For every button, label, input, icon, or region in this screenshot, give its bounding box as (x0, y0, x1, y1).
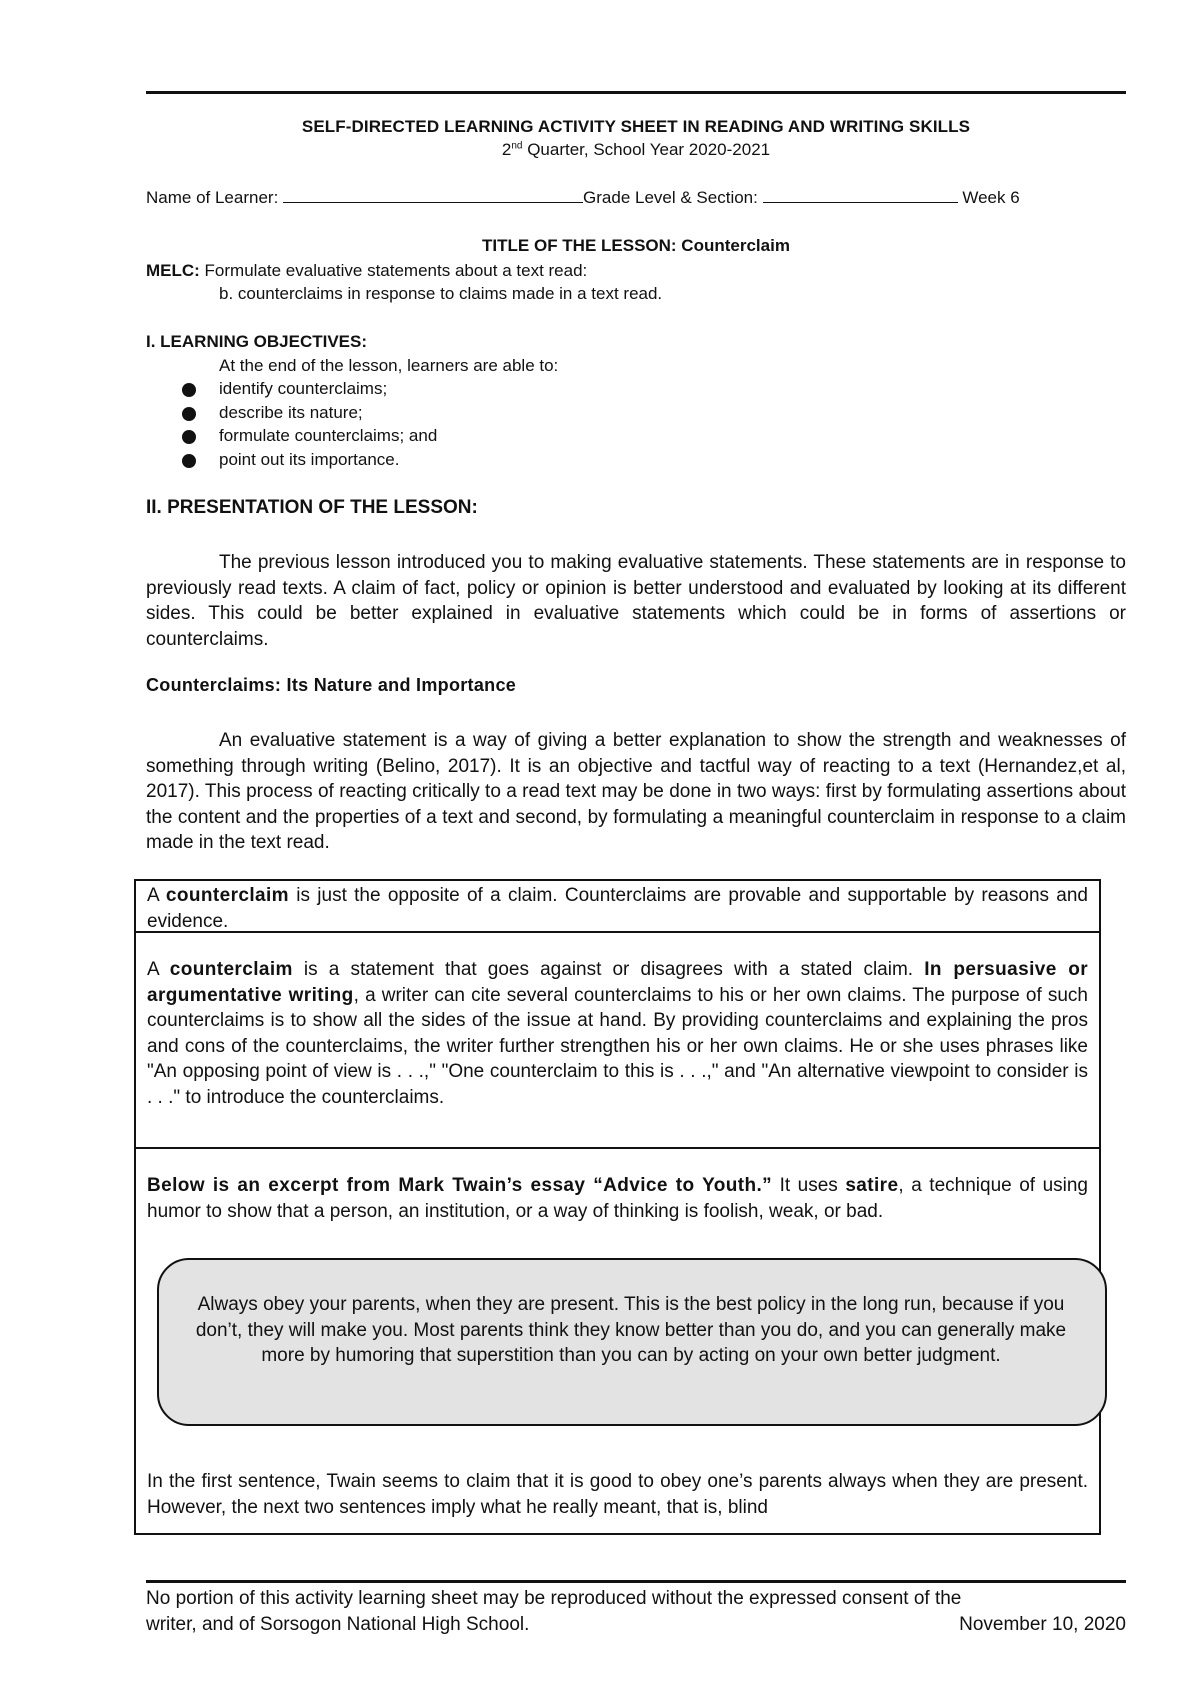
writing-type-bold: In persuasive or argumentative writing (147, 959, 1089, 1006)
explanation-text: A counterclaim is a statement that goes against or disagrees with a stated claim. In persuasive or argumentative writing, a writer can cite several counterclaims to his or her own claims. The purpose of such counterclaims is to show all the sides of the issue at hand. By providing counterclaims and explaining the pros and cons of the counterclaims, the writer further strengthen his or her own claims. He or she uses phrases like "An opposing point of view is . . .," "One counterclaim to this is . . .," and "An alternative viewpoint to consider is . . ." to introduce the counterclaims. (147, 959, 1089, 1108)
excerpt-intro: Below is an excerpt from Mark Twain’s essay “Advice to Youth.” It uses satire, a technique of using humor to show that a person, an institution, or a way of thinking is foolish, weak, or bad. (147, 1175, 1088, 1222)
subheading: Counterclaims: Its Nature and Importance (146, 675, 517, 695)
grade-label: Grade Level & Section: (583, 188, 758, 207)
objective-text: identify counterclaims; (219, 379, 388, 398)
definition-box (134, 879, 1101, 931)
objective-text: describe its nature; (219, 402, 363, 422)
learner-info-line (146, 186, 1126, 208)
evaluative-paragraph (146, 728, 1126, 856)
name-label: Name of Learner: (146, 188, 279, 207)
footer-line1: No portion of this activity learning sheet may be reproduced without the expressed consent of the (146, 1588, 962, 1609)
analysis-text: In the first sentence, Twain seems to claim that it is good to obey one’s parents always when they are present. However, the next two sentences imply what he really meant, that is, blind (147, 1471, 1088, 1518)
footer-line2: writer, and of Sorsogon National High School. (146, 1614, 530, 1635)
bullet-icon (182, 407, 196, 421)
twain-quote: Always obey your parents, when they are present. This is the best policy in the long run, because if you don’t, they will make you. Most parents think they know better than you do, and you can generally make more by humoring that superstition than you can by acting on your own better judgment. (195, 1294, 1067, 1366)
excerpt-title-bold: Below is an excerpt from Mark Twain’s essay “Advice to Youth.” (147, 1175, 773, 1196)
bullet-icon (182, 430, 196, 444)
footer-rule (146, 1580, 1126, 1583)
melc-label: MELC: (146, 261, 200, 280)
melc-block (146, 259, 1126, 305)
explanation-box (134, 931, 1101, 1147)
twain-quote-box (157, 1258, 1107, 1426)
presentation-heading: II. PRESENTATION OF THE LESSON: (146, 497, 478, 518)
term-bold: counterclaim (169, 959, 293, 980)
definition-text: A counterclaim is just the opposite of a claim. Counterclaims are provable and supportable by reasons and evidence. (147, 885, 1088, 932)
objective-item (146, 424, 1126, 448)
header-rule (146, 91, 1126, 94)
term-bold: counterclaim (165, 885, 289, 906)
week-label: Week 6 (962, 188, 1020, 207)
bullet-icon (182, 454, 196, 468)
quarter-suffix: nd (511, 140, 523, 152)
objective-item (146, 377, 1126, 401)
quarter-text: Quarter, School Year 2020-2021 (522, 140, 771, 159)
melc-sub: b. counterclaims in response to claims made in a text read. (219, 284, 663, 303)
quarter-number: 2 (501, 140, 512, 159)
grade-field[interactable] (763, 186, 958, 203)
footer (146, 1586, 1126, 1638)
satire-bold: satire (845, 1175, 899, 1196)
evaluative-paragraph-text: An evaluative statement is a way of giving a better explanation to show the strength and weaknesses of something through writing (Belino, 2017). It is an objective and tactful way of reacting to a text (Hernandez,et al, 2017). This process of reacting critically to a read text may be done in two ways: first by formulating assertions about the content and the properties of a text and second, by formulating a meaningful counterclaim in response to a claim made in the text read. (146, 730, 1126, 853)
name-field[interactable] (283, 186, 583, 203)
objective-item (146, 448, 1126, 472)
quarter-line (146, 140, 1126, 160)
objectives-heading: I. LEARNING OBJECTIVES: (146, 332, 368, 351)
footer-date: November 10, 2020 (959, 1614, 1126, 1635)
learning-objectives (146, 330, 1126, 471)
intro-paragraph-text: The previous lesson introduced you to making evaluative statements. These statements are in response to previously read texts. A claim of fact, policy or opinion is better understood and evaluated by looking at its different sides. This could be better explained in evaluative statements which could be in forms of assertions or counterclaims. (146, 552, 1126, 650)
lesson-title: TITLE OF THE LESSON: Counterclaim (482, 236, 790, 255)
objective-item (146, 401, 1126, 425)
bullet-icon (182, 383, 196, 397)
melc-text: Formulate evaluative statements about a text read: (199, 261, 588, 280)
objective-text: formulate counterclaims; and (219, 426, 438, 445)
objective-text: point out its importance. (219, 449, 400, 469)
objectives-intro: At the end of the lesson, learners are able to: (219, 355, 559, 375)
intro-paragraph (146, 550, 1126, 652)
sheet-title: SELF-DIRECTED LEARNING ACTIVITY SHEET IN READING AND WRITING SKILLS (301, 117, 971, 136)
